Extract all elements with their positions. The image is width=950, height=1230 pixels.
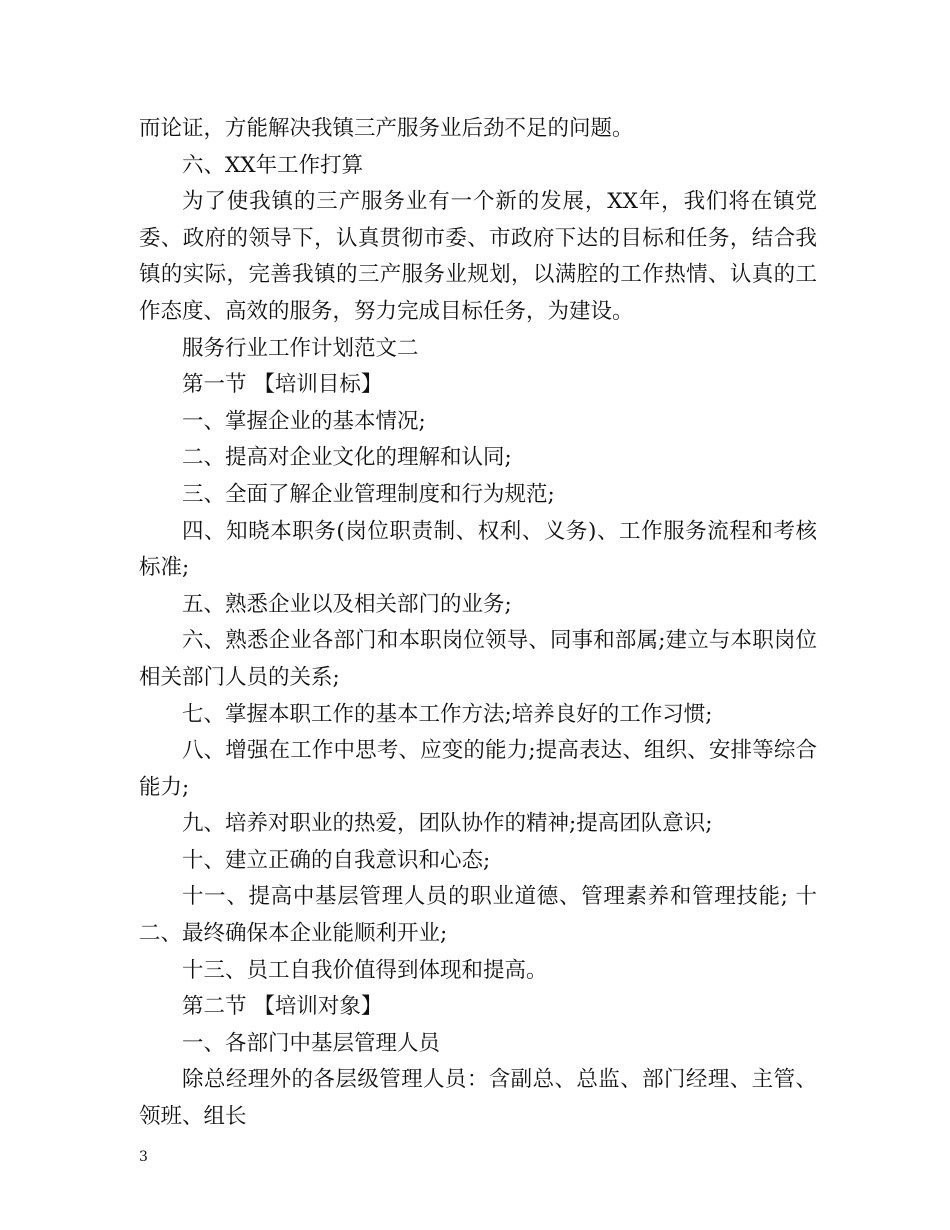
- section-heading: 服务行业工作计划范文二: [182, 335, 419, 361]
- list-item: 十三、员工自我价值得到体现和提高。: [182, 957, 548, 983]
- list-item: 三、全面了解企业管理制度和行为规范;: [182, 481, 555, 507]
- list-item: 六、熟悉企业各部门和本职岗位领导、同事和部属;建立与本职岗位相关部门人员的关系;: [139, 628, 817, 690]
- page-number: 3: [139, 1149, 148, 1165]
- paragraph: 为了使我镇的三产服务业有一个新的发展，XX年，我们将在镇党委、政府的领导下，认真贯彻市委、市政府下达的目标和任务，结合我镇的实际，完善我镇的三产服务业规划，以满腔的工作热情、认真的工作态度、高效的服务，努力完成目标任务，为建设。: [139, 189, 817, 324]
- document-body: [139, 111, 817, 1136]
- list-item: 一、各部门中基层管理人员: [182, 1030, 441, 1056]
- paragraph: 除总经理外的各层级管理人员：含副总、总监、部门经理、主管、领班、组长: [139, 1067, 817, 1130]
- paragraph: 而论证，方能解决我镇三产服务业后劲不足的问题。: [139, 116, 634, 141]
- list-item: 四、知晓本职务(岗位职责制、权利、义务)、工作服务流程和考核标准;: [139, 518, 817, 581]
- list-item: 九、培养对职业的热爱，团队协作的精神;提高团队意识;: [182, 811, 713, 837]
- list-item: 一、掌握企业的基本情况;: [182, 408, 426, 434]
- list-item: 二、提高对企业文化的理解和认同;: [182, 445, 512, 471]
- list-item: 十一、提高中基层管理人员的职业道德、管理素养和管理技能; 十二、最终确保本企业能顺利开业;: [139, 884, 817, 947]
- list-item: 八、增强在工作中思考、应变的能力;提高表达、组织、安排等综合能力;: [139, 738, 817, 800]
- section-heading: 第二节 【培训对象】: [182, 994, 383, 1020]
- list-item: 五、熟悉企业以及相关部门的业务;: [182, 591, 512, 617]
- section-heading: 第一节 【培训目标】: [182, 372, 383, 398]
- list-item: 十、建立正确的自我意识和心态;: [182, 847, 491, 873]
- list-item: 七、掌握本职工作的基本工作方法;培养良好的工作习惯;: [182, 701, 713, 727]
- section-heading: 六、XX年工作打算: [182, 152, 364, 178]
